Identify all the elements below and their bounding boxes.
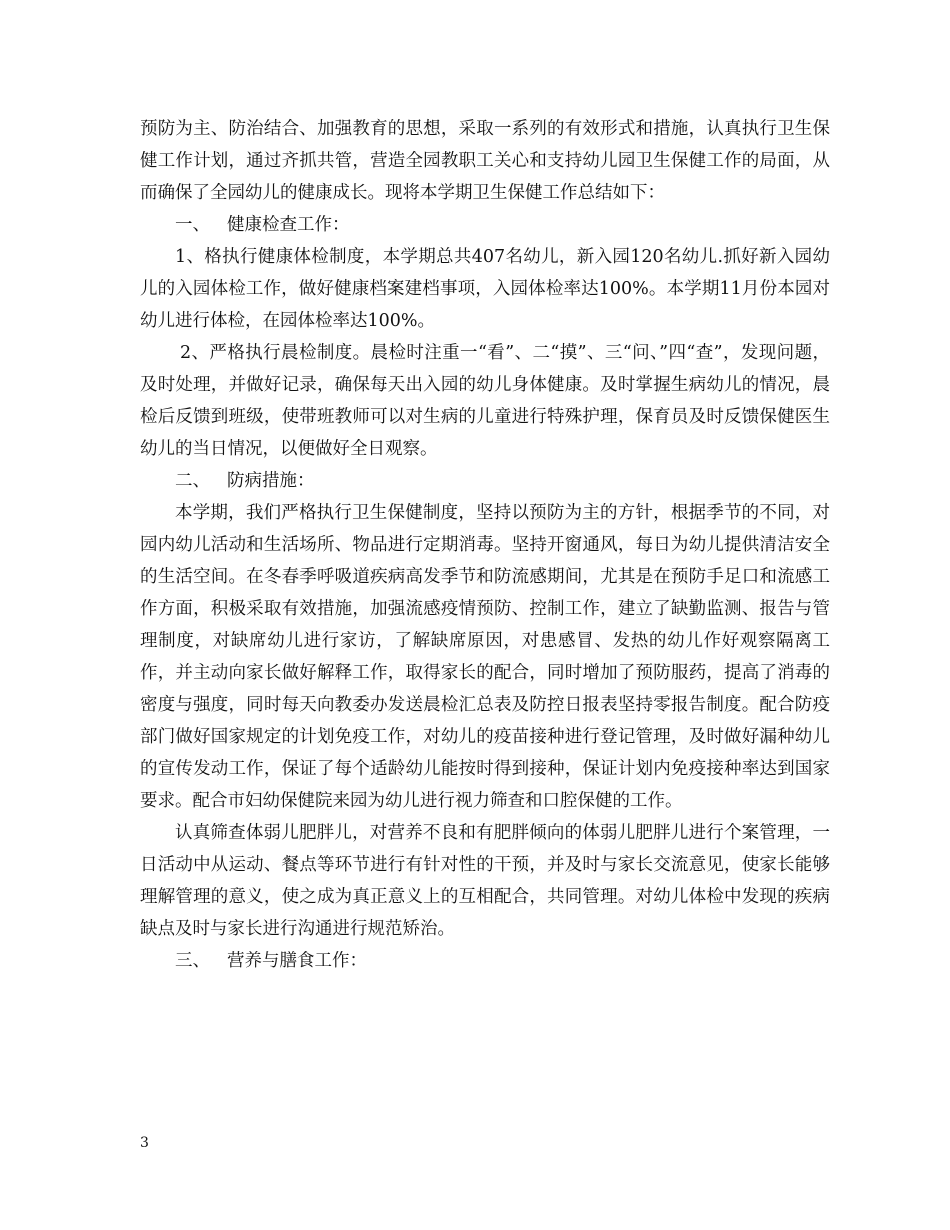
section-heading-nutrition xyxy=(140,945,830,977)
section-title: 营养与膳食工作： xyxy=(227,951,367,971)
section-heading-health-check xyxy=(140,209,830,241)
page-number: 3 xyxy=(140,1135,149,1151)
paragraph-intro: 预防为主、防治结合、加强教育的思想，采取一系列的有效形式和措施，认真执行卫生保健工作计划，通过齐抓共管，营造全园教职工关心和支持幼儿园卫生保健工作的局面，从而确保了全园幼儿的健康成长。现将本学期卫生保健工作总结如下： xyxy=(140,119,830,203)
paragraph-morning-check: 2、严格执行晨检制度。晨检时注重一“看”、二“摸”、三“问、”四“查”，发现问题，及时处理，并做好记录，确保每天出入园的幼儿身体健康。及时掌握生病幼儿的情况，晨检后反馈到班级，使带班教师可以对生病的儿童进行特殊护理，保育员及时反馈保健医生幼儿的当日情况，以便做好全日观察。 xyxy=(140,343,830,459)
section-number: 三、 xyxy=(175,951,210,971)
section-number: 二、 xyxy=(175,471,210,491)
section-title: 健康检查工作： xyxy=(227,215,350,235)
paragraph-prevention-measures: 本学期，我们严格执行卫生保健制度，坚持以预防为主的方针，根据季节的不同，对园内幼儿活动和生活场所、物品进行定期消毒。坚持开窗通风，每日为幼儿提供清洁安全的生活空间。在冬春季呼吸道疾病高发季节和防流感期间，尤其是在预防手足口和流感工作方面，积极采取有效措施，加强流感疫情预防、控制工作，建立了缺勤监测、报告与管理制度，对缺席幼儿进行家访，了解缺席原因，对患感冒、发热的幼儿作好观察隔离工作，并主动向家长做好解释工作，取得家长的配合，同时增加了预防服药，提高了消毒的密度与强度，同时每天向教委办发送晨检汇总表及防控日报表坚持零报告制度。配合防疫部门做好国家规定的计划免疫工作，对幼儿的疫苗接种进行登记管理，及时做好漏种幼儿的宣传发动工作，保证了每个适龄幼儿能按时得到接种，保证计划内免疫接种率达到国家要求。配合市妇幼保健院来园为幼儿进行视力筛查和口腔保健的工作。 xyxy=(140,503,830,811)
document-body xyxy=(140,113,830,977)
section-title: 防病措施： xyxy=(227,471,315,491)
section-heading-disease-prevention xyxy=(140,465,830,497)
paragraph-weak-obese-children: 认真筛查体弱儿肥胖儿，对营养不良和有肥胖倾向的体弱儿肥胖儿进行个案管理，一日活动中从运动、餐点等环节进行有针对性的干预，并及时与家长交流意见，使家长能够理解管理的意义，使之成为真正意义上的互相配合，共同管理。对幼儿体检中发现的疾病缺点及时与家长进行沟通进行规范矫治。 xyxy=(140,823,830,939)
paragraph-health-exam: 1、格执行健康体检制度，本学期总共407名幼儿，新入园120名幼儿.抓好新入园幼儿的入园体检工作，做好健康档案建档事项，入园体检率达100%。本学期11月份本园对幼儿进行体检，在园体检率达100%。 xyxy=(140,247,830,331)
section-number: 一、 xyxy=(175,215,210,235)
